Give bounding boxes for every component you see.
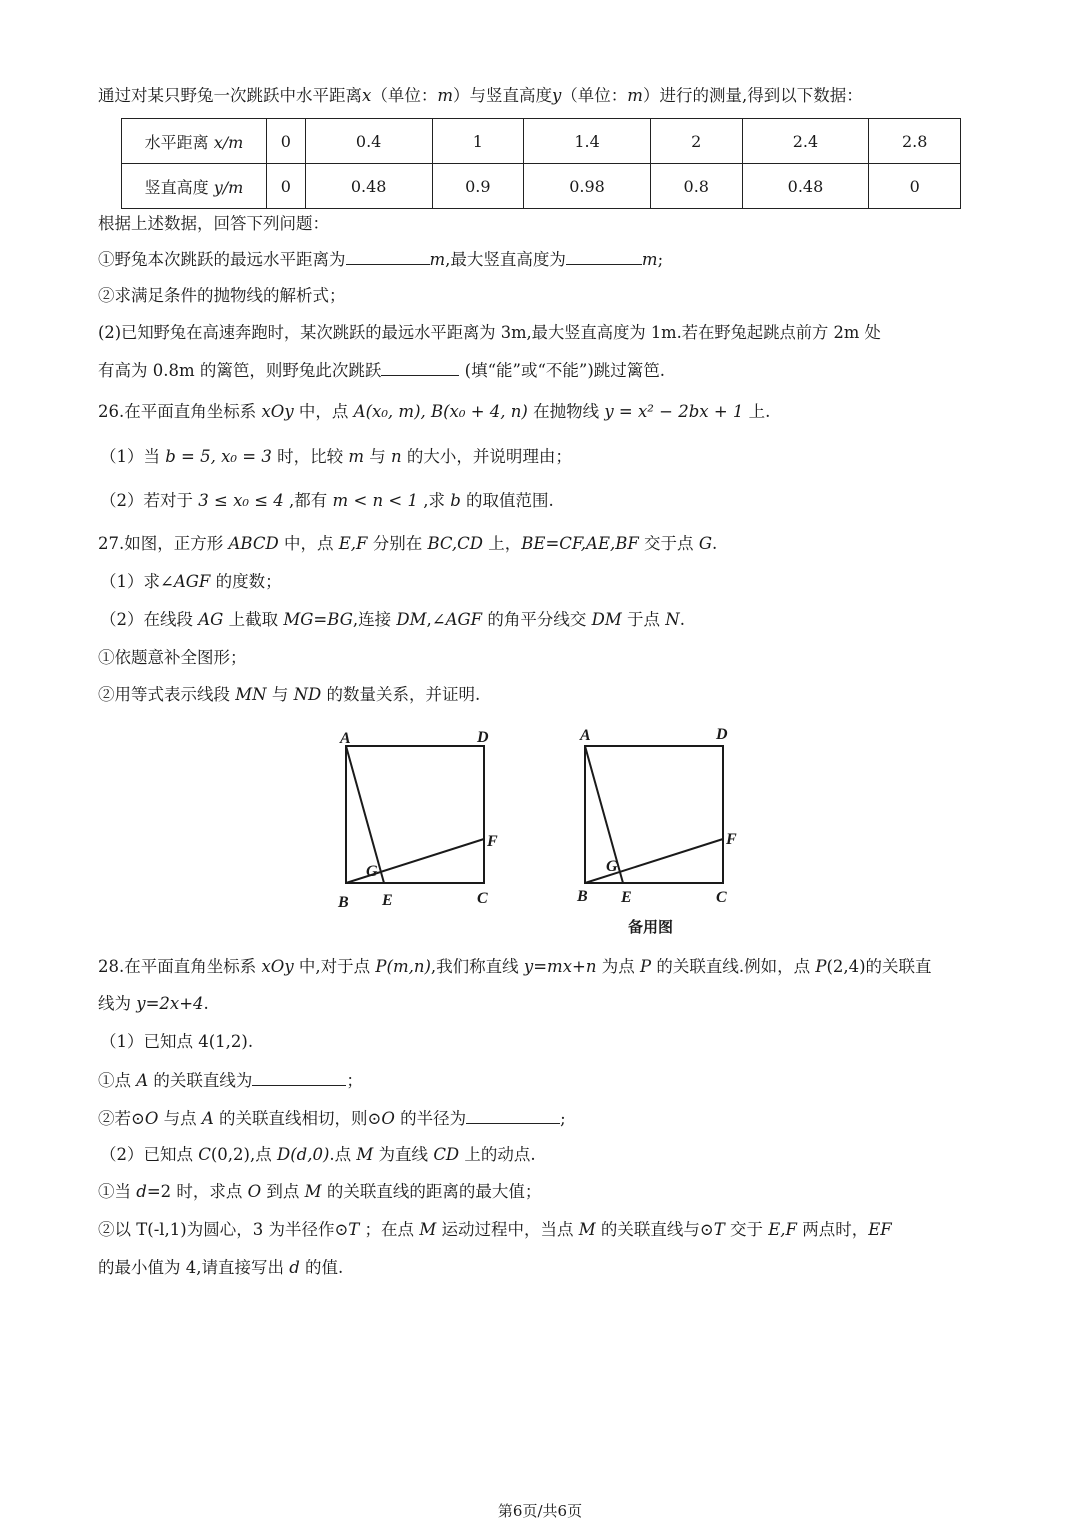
q28-part2-sub2-line1: ②以 T(-l,1)为圆心，3 为半径作⊙T ；在点 M 运动过程中，当点 M 的关联直线与⊙T 交于 E,F 两点时，EF (98, 1220, 892, 1239)
label-d: D (477, 729, 489, 746)
q25-part3-line1: (2)已知野兔在高速奔跑时，某次跳跃的最远水平距离为 3m,最大竖直高度为 1m.若在野兔起跳点前方 2m 处 (98, 323, 881, 342)
q28-part2-sub1: ①当 d=2 时，求点 O 到点 M 的关联直线的距离的最大值； (98, 1182, 542, 1201)
q28-stem-line2: 线为 y=2x+4. (98, 994, 209, 1013)
q28-stem-line1: 28.在平面直角坐标系 xOy 中,对于点 P(m,n),我们称直线 y=mx+n 为点 P 的关联直线.例如，点 P(2,4)的关联直 (98, 957, 932, 976)
label-d: D (716, 726, 728, 743)
q28-part1-sub2: ②若⊙O 与点 A 的关联直线相切，则⊙O 的半径为 ; (98, 1109, 566, 1128)
table-cell: 0.9 (432, 164, 524, 209)
label-e: E (382, 892, 393, 909)
label-f: F (487, 833, 498, 850)
table-row (122, 164, 961, 209)
table-cell: 0.98 (524, 164, 651, 209)
q28-part2: （2）已知点 C(0,2),点 D(d,0).点 M 为直线 CD 上的动点. (100, 1145, 536, 1164)
q27-part1: （1）求∠AGF 的度数； (100, 572, 282, 591)
q26-stem: 26.在平面直角坐标系 xOy 中，点 A(x₀, m), B(x₀ + 4, n) 在抛物线 y = x² − 2bx + 1 上. (98, 402, 771, 421)
table-row-label: 水平距离 x/m (122, 119, 267, 164)
table-row (122, 119, 961, 164)
answer-blank[interactable] (252, 1069, 346, 1086)
table-cell: 0.8 (650, 164, 742, 209)
q27-stem: 27.如图，正方形 ABCD 中，点 E,F 分别在 BC,CD 上，BE=CF,AE,BF 交于点 G. (98, 534, 718, 553)
q25-answer-intro: 根据上述数据，回答下列问题： (98, 214, 329, 233)
answer-blank[interactable] (566, 248, 642, 265)
data-table (121, 118, 961, 209)
table-cell: 2 (650, 119, 742, 164)
table-cell: 0.48 (305, 164, 432, 209)
label-b: B (577, 888, 588, 905)
table-cell: 2.8 (869, 119, 961, 164)
q28-part1-sub1: ①点 A 的关联直线为 ； (98, 1071, 363, 1090)
table-row-label: 竖直高度 y/m (122, 164, 267, 209)
answer-blank[interactable] (346, 248, 430, 265)
q28-part1: （1）已知点 4(1,2). (100, 1032, 254, 1051)
table-cell: 1 (432, 119, 524, 164)
label-c: C (477, 890, 488, 907)
spare-figure-labels (576, 726, 737, 936)
q26-part2: （2）若对于 3 ≤ x₀ ≤ 4 ,都有 m < n < 1 ,求 b 的取值范围. (100, 491, 554, 510)
table-cell: 0 (267, 119, 306, 164)
label-a: A (580, 727, 591, 744)
label-f: F (726, 831, 737, 848)
page-footer: 第6页/共6页 (497, 1502, 583, 1520)
table-cell: 0.4 (305, 119, 432, 164)
q27-sub2: ②用等式表示线段 MN 与 ND 的数量关系，并证明. (98, 685, 481, 704)
q25-part1: ①野兔本次跳跃的最远水平距离为 m,最大竖直高度为 m; (98, 250, 664, 269)
square-figures (320, 718, 760, 943)
label-e: E (621, 889, 632, 906)
answer-blank[interactable] (381, 359, 459, 376)
q28-part2-sub2-line2: 的最小值为 4,请直接写出 d 的值. (98, 1258, 344, 1277)
table-cell: 2.4 (742, 119, 869, 164)
label-g: G (366, 863, 378, 880)
spare-figure-caption: 备用图 (628, 918, 674, 936)
q27-sub1: ①依题意补全图形； (98, 648, 247, 667)
q26-part1: （1）当 b = 5, x₀ = 3 时，比较 m 与 n 的大小，并说明理由； (100, 447, 572, 466)
label-g: G (606, 858, 618, 875)
table-cell: 1.4 (524, 119, 651, 164)
label-a: A (340, 730, 351, 747)
table-cell: 0 (267, 164, 306, 209)
label-c: C (716, 889, 727, 906)
label-b: B (338, 894, 349, 911)
answer-blank[interactable] (466, 1107, 560, 1124)
table-cell: 0.48 (742, 164, 869, 209)
segment-ae (346, 746, 384, 883)
table-cell: 0 (869, 164, 961, 209)
q25-part2: ②求满足条件的抛物线的解析式； (98, 286, 346, 305)
q25-part3-line2: 有高为 0.8m 的篱笆，则野兔此次跳跃 (填“能”或“不能”)跳过篱笆. (98, 361, 665, 380)
q27-part2: （2）在线段 AG 上截取 MG=BG,连接 DM,∠AGF 的角平分线交 DM 于点 N. (100, 610, 685, 629)
q25-intro: 通过对某只野兔一次跳跃中水平距离x（单位：m）与竖直高度y（单位：m）进行的测量,得到以下数据： (98, 86, 863, 105)
